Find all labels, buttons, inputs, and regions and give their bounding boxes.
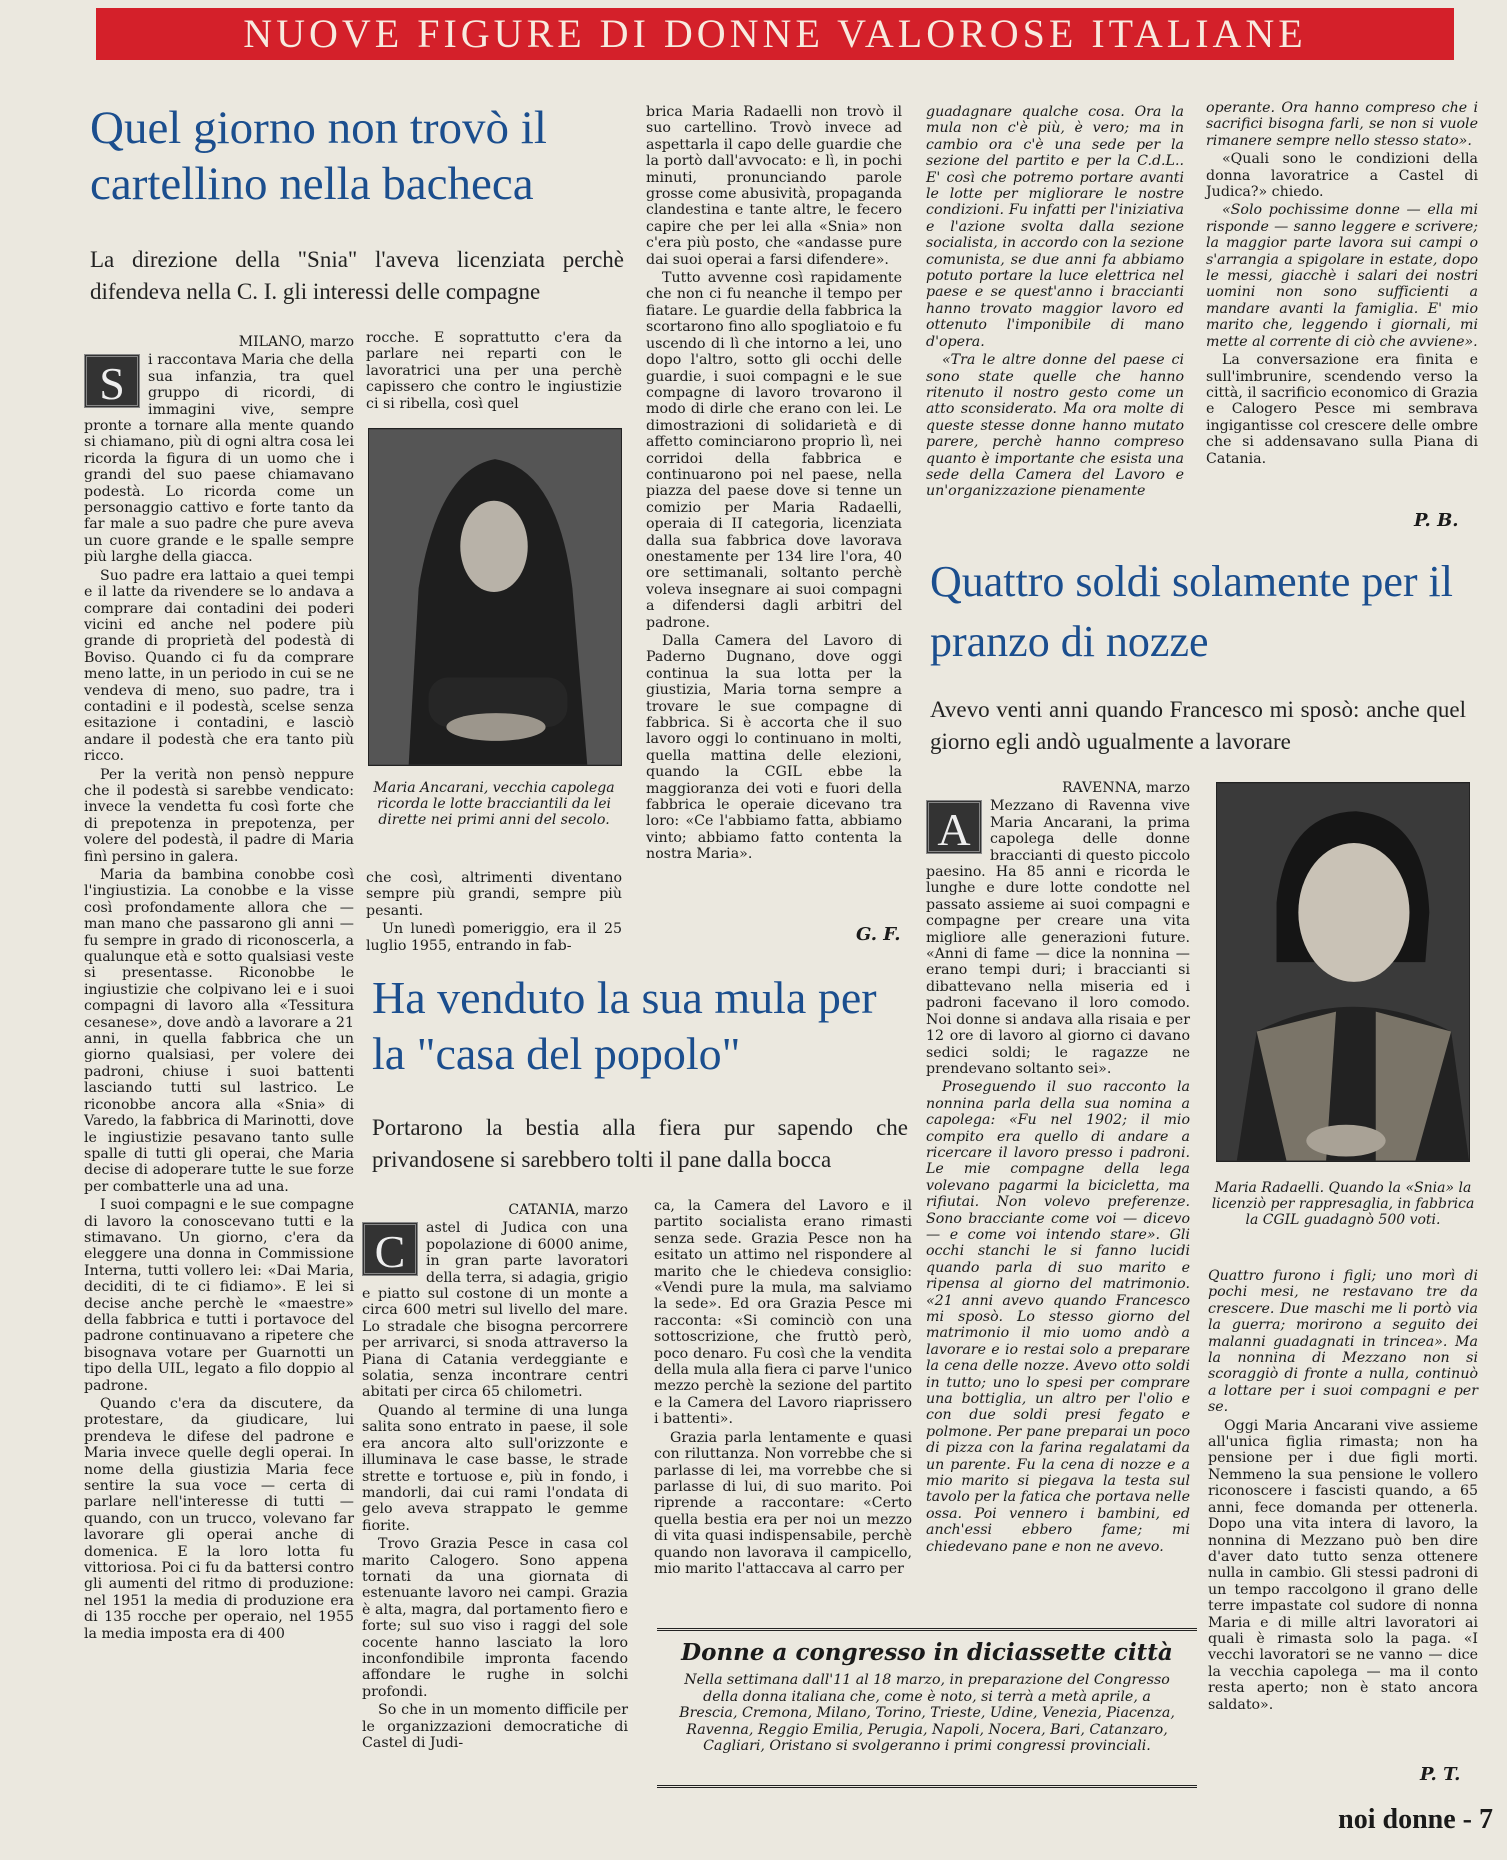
- article1-paragraph: Suo padre era lattaio a quei tempi e il latte da rivendere se lo andava a comprare dai contadini dei poderi vicini ed anche nel podere più grande di proprietà del podestà di Boviso. Quando ci fu da comprare meno latte, in un periodo in cui se ne vendeva di meno, suo padre, tra i contadini e il podestà, scelse senza esitazione i contadini, e lasciò andare il podestà che era tanto più ricco.: [84, 567, 354, 765]
- article3-headline: [930, 552, 1470, 672]
- article1-column-1: [84, 334, 354, 1644]
- article3-signature: P. T.: [1420, 1764, 1461, 1785]
- congress-box-text: Nella settimana dall'11 al 18 marzo, in preparazione del Congresso della donna italiana che, come è noto, si terrà a metà aprile, a Brescia, Cremona, Milano, Torino, Trieste, Udine, Venezia, Piacenza, Ravenna, Reggio Emilia, Perugia, Napoli, Nocera, Bari, Catanzaro, Cagliari, Oristano si svolgeranno i primi congressi provinciali.: [679, 1672, 1175, 1754]
- page-footer: noi donne - 7: [1338, 1804, 1493, 1835]
- photo-maria-radaelli: [1216, 782, 1470, 1162]
- article2-paragraph: «Quali sono le condizioni della donna lavoratrice a Castel di Judica?» chiedo.: [1206, 151, 1478, 201]
- article1-column-2a: [366, 330, 622, 414]
- article3-column-2: [1208, 1268, 1478, 1715]
- congress-box: [657, 1628, 1197, 1788]
- article2-column-1: [362, 1202, 628, 1753]
- article1-paragraph: Per la verità non pensò neppure che il podestà si sarebbe vendicato: invece la vendetta fu così forte che di prepotenza in prepotenza, per volere del podestà, il padre di Maria finì persino in galera.: [84, 766, 354, 865]
- article3-dropcap: A: [926, 800, 982, 854]
- article1-subhead: La direzione della "Snia" l'aveva licenziata perchè difendeva nella C. I. gli interessi delle compagne: [90, 247, 624, 304]
- article1-paragraph: che così, altrimenti diventano sempre più grandi, sempre più pesanti.: [366, 870, 622, 919]
- article1-headline: [90, 100, 630, 212]
- article3-column-1: [926, 780, 1190, 1557]
- article2-column-2: [654, 1198, 912, 1579]
- article2-headline-text: Ha venduto la sua mula per la "casa del popolo": [372, 972, 877, 1079]
- article2-headline: [372, 970, 912, 1082]
- article2-dateline: CATANIA, marzo: [508, 1202, 628, 1218]
- article3-subhead: Avevo venti anni quando Francesco mi sposò: anche quel giorno egli andò ugualmente a lavorare: [930, 697, 1466, 754]
- article2-paragraph: Quando al termine di una lunga salita sono entrato in paese, il sole era ancora alto sull'orizzonte e illuminava le case basse, le strade strette e tortuose e, più in fondo, i mandorli, dai cui rami l'ondata di gelo aveva strappato le gemme fiorite.: [362, 1402, 628, 1534]
- article1-paragraph: Quando c'era da discutere, da protestare, da giudicare, lui prendeva le difese del padrone e Maria invece quelle degli operai. In nome della giustizia Maria fece sentire la sua voce — certa di parlare nell'interesse di tutti — quando, con un trucco, volevano far lavorare gli operai anche di domenica. E la loro lotta fu vittoriosa. Poi ci fu da battersi contro gli aumenti del ritmo di produzione: nel 1951 la media di produzione era di 135 rocche per operaio, nel 1955 la media imposta era di 400: [84, 1396, 354, 1642]
- article2-paragraph: Trovo Grazia Pesce in casa col marito Calogero. Sono appena tornati da una giornata di estenuante lavoro nei campi. Grazia è alta, magra, dal portamento fiero e forte; sul suo viso i raggi del sole cocente hanno lasciato la loro inconfondibile impronta facendo affondare le rughe in solchi profondi.: [362, 1536, 628, 1700]
- article1-paragraph: i raccontava Maria che della sua infanzia, tra quel gruppo di ricordi, di immagini vive, sempre pronte a tornare alla mente quando si chiamano, più di ogni altra cosa lei ricorda la figura di un uomo che i grandi del suo paese chiamavano podestà. Lo ricorda come un personaggio cattivo e forte tanto da far male a suo padre che pure aveva un cuore grande e le spalle sempre più larghe della giacca.: [84, 352, 354, 566]
- article2-dropcap: C: [362, 1222, 418, 1276]
- article3-paragraph: Oggi Maria Ancarani vive assieme all'unica figlia rimasta; non ha pensione per i due figli morti. Nemmeno la sua pensione le vollero riconoscere i fascisti quando, a 65 anni, fece domanda per ottenerla. Dopo una vita intera di lavoro, la nonnina di Mezzano può ben dire d'aver dato tutto senza ottenere nulla in cambio. Gli stessi padroni di un tempo raccolgono il grano delle terre impastate col sudore di nonna Maria e di mille altri lavoratori ai quali è rimasta solo la paga. «I vecchi lavoratori se ne vanno — dice la vecchia capolega — ma il conto resta aperto; non è stato ancora saldato».: [1208, 1417, 1478, 1713]
- article2-paragraph: operante. Ora hanno compreso che i sacrifici bisogna farli, se non si vuole rimanere sempre nello stesso stato».: [1206, 100, 1478, 149]
- article3-photo-caption: Maria Radaelli. Quando la «Snia» la licenziò per rappresaglia, in fabbrica la CGIL guadagnò 500 voti.: [1211, 1180, 1475, 1228]
- article3-headline-text: Quattro soldi solamente per il pranzo di nozze: [930, 557, 1453, 666]
- article1-signature: G. F.: [856, 924, 901, 945]
- article2-paragraph: guadagnare qualche cosa. Ora la mula non c'è più, è vero; ma in cambio ora c'è una sede per la sezione del partito e per la C.d.L.. E' così che potremo portare avanti le lotte per migliorare le nostre condizioni. Fu infatti per l'iniziativa e l'azione svolta dalla sezione socialista, in accordo con la sezione comunista, se due anni fa abbiamo potuto portare la luce elettrica nel paese e se quest'anno i braccianti hanno trovato maggior lavoro ed ottenuto l'imponibile di mano d'opera.: [926, 104, 1184, 350]
- article2-paragraph: La conversazione era finita e sull'imbrunire, scendendo verso la città, il sacrificio economico di Grazia e Calogero Pesce mi sembrava ingigantisse col crescere delle ombre che si addensavano sulla Piana di Catania.: [1206, 352, 1478, 467]
- article3-paragraph: Mezzano di Ravenna vive Maria Ancarani, la prima capolega delle donne braccianti di questo piccolo paesino. Ha 85 anni e ricorda le lunghe e dure lotte condotte nel passato assieme ai suoi compagni e compagne per creare una vita migliore alle generazioni future. «Anni di fame — dice la nonnina — erano tempi duri; i braccianti si dibattevano nella miseria ed i padroni facevano il loro comodo. Noi donne si andava alla risaia e per 12 ore di lavoro al giorno ci davano sedici soldi; le ragazze ne prendevano soltanto sei».: [926, 798, 1190, 1077]
- article1-dropcap: S: [84, 354, 140, 408]
- photo-maria-ancarani: [368, 428, 622, 766]
- article2-column-4: [1206, 100, 1478, 469]
- article3-dateline: RAVENNA, marzo: [1062, 780, 1190, 796]
- article1-paragraph: Maria da bambina conobbe così l'ingiustizia. La conobbe e la visse così profondamente allora che — man mano che passarono gli anni — fu sempre in grado di riconoscerla, a qualunque età e sotto qualsiasi veste si presentasse. Riconobbe le ingiustizie che colpivano lei e i suoi compagni di lavoro alla «Tessitura cesanese», dove andò a lavorare a 21 anni, in quella fabbrica che un giorno qualsiasi, per volere dei padroni, chiuse i suoi battenti lasciando tutti sul lastrico. Le riconobbe ancora alla «Snia» di Varedo, la fabbrica di Marinotti, dove le ingiustizie pesavano tanto sulle spalle di tutti gli operai, che Maria decise di adoperare tutte le sue forze per combatterle una ad una.: [84, 867, 354, 1195]
- article1-column-3: [646, 104, 902, 865]
- article2-signature: P. B.: [1414, 510, 1459, 531]
- article1-paragraph: Un lunedì pomeriggio, era il 25 luglio 1955, entrando in fab-: [366, 921, 622, 954]
- article2-paragraph: So che in un momento difficile per le organizzazioni democratiche di Castel di Judi-: [362, 1702, 628, 1751]
- article1-column-2b: [366, 870, 622, 956]
- article1-paragraph: Dalla Camera del Lavoro di Paderno Dugnano, dove oggi continua la sua lotta per la giustizia, Maria torna sempre a trovare le sue compagne di fabbrica. Si è accorta che il suo lavoro oggi lo continuano in molti, quella mattina delle elezioni, quando la CGIL ebbe la maggioranza dei voti e fuori della fabbrica le operaie dicevano tra loro: «Ce l'abbiamo fatta, abbiamo vinto; abbiamo fatto contenta la nostra Maria».: [646, 633, 902, 863]
- article1-dateline: MILANO, marzo: [238, 334, 354, 350]
- congress-box-title: Donne a congresso in diciassette città: [681, 1639, 1173, 1666]
- article3-paragraph: Quattro furono i figli; uno morì di pochi mesi, ne restavano tre da crescere. Due maschi me li portò via la guerra; morirono a seguito dei malanni guadagnati in trincea». Ma la nonnina di Mezzano non si scoraggiò di fronte a nulla, continuò a lottare per i suoi compagni e per se.: [1208, 1268, 1478, 1416]
- article1-paragraph: brica Maria Radaelli non trovò il suo cartellino. Trovò invece ad aspettarla il capo delle guardie che la portò dall'avvocato: e lì, in pochi minuti, pronunciando parole grosse come abusività, propaganda clandestina e tante altre, le fecero capire che per lei alla «Snia» non c'era più posto, che «andasse pure dai suoi operai a farsi difendere».: [646, 104, 902, 268]
- article2-subhead: Portarono la bestia alla fiera pur sapendo che privandosene si sarebbero tolti il pane dalla bocca: [372, 1115, 908, 1172]
- article2-paragraph: «Solo pochissime donne — ella mi risponde — sanno leggere e scrivere; la maggior parte lavora sui campi o s'arrangia a spigolare in estate, dopo le messi, giacchè i salari dei nostri uomini non sono sufficienti a mandare avanti la famiglia. E' mio marito che, leggendo i giornali, mi mette al corrente di ciò che avviene».: [1206, 202, 1478, 350]
- article3-paragraph: Proseguendo il suo racconto la nonnina parla della sua nomina a capolega: «Fu nel 1902; il mio compito era quello di andare a ricercare il lavoro presso i padroni. Le mie compagne della lega volevano pagarmi la bicicletta, ma rifiutai. Non volevo preferenze. Sono bracciante come voi — dicevo — e come voi intendo stare». Gli occhi stanchi le si fanno lucidi quando parla di suo marito e ripensa al giorno del matrimonio. «21 anni avevo quando Francesco mi sposò. Lo stesso giorno del matrimonio il mio uomo andò a lavorare e io restai solo a preparare la cena delle nozze. Avevo otto soldi in tutto; uno lo spesi per comprare una bottiglia, un altro per l'olio e con due soldi presi fegato e polmone. Per pane preparai un poco di pizza con la farina regalatami da un parente. Fu la cena di nozze e a mio marito si piegava la testa sul tavolo per la fatica che portava nelle ossa. Poi vennero i bambini, ed anch'essi ebbero fame; mi chiedevano pane e non ne avevo.: [926, 1079, 1190, 1555]
- article1-paragraph: I suoi compagni e le sue compagne di lavoro la conoscevano tutti e la stimavano. Un giorno, c'era da eleggere una donna in Commissione Interna, tutti vollero lei: «Dai Maria, deciditi, di te ci fidiamo». E lei si decise anche perchè le «maestre» della fabbrica e tutti i portavoce del padrone continuavano a ripetere che bisognava votare per Guarnotti un tipo della UIL, legato a filo doppio al padrone.: [84, 1197, 354, 1394]
- article1-photo-caption: Maria Ancarani, vecchia capolega ricorda le lotte bracciantili da lei dirette nei primi anni del secolo.: [373, 780, 615, 828]
- article2-paragraph: Grazia parla lentamente e quasi con riluttanza. Non vorrebbe che si parlasse di lei, ma vorrebbe che si parlasse di lui, di suo marito. Poi riprende a raccontare: «Certo quella bestia era per noi un mezzo di vita quasi indispensabile, perchè quando non lavorava il campicello, mio marito l'attaccava al carro per: [654, 1429, 912, 1577]
- article2-column-3: [926, 104, 1184, 502]
- article1-paragraph: Tutto avvenne così rapidamente che non ci fu neanche il tempo per fiatare. Le guardie della fabbrica la scortarono fino allo spogliatoio e fu uscendo di lì che intorno a lei, uno dopo l'altro, sotto gli occhi delle guardie, i suoi compagni e le sue compagne di lavoro trovarono il modo di dirle che erano con lei. Le dimostrazioni di solidarietà e di affetto cominciarono proprio lì, nei corridoi della fabbrica e continuarono poi nel paese, nella piazza del paese dove si tenne un comizio per Maria Radaelli, operaia di II categoria, licenziata dalla sua fabbrica dove lavorava onestamente per 134 lire l'ora, 40 ore settimanali, soltanto perchè voleva insegnare ai suoi compagni a difendersi dagli arbitri del padrone.: [646, 270, 902, 631]
- section-banner: NUOVE FIGURE DI DONNE VALOROSE ITALIANE: [96, 8, 1454, 60]
- portrait-smiling-woman-image: [1217, 783, 1469, 1161]
- article2-paragraph: «Tra le altre donne del paese ci sono state quelle che hanno ritenuto il nostro gesto come un atto sconsiderato. Ma ora molte di queste stesse donne hanno mutato parere, perchè hanno compreso quanto è importante che esista una sede della Camera del Lavoro e un'organizzazione pienamente: [926, 352, 1184, 500]
- article2-paragraph: ca, la Camera del Lavoro e il partito socialista erano rimasti senza sede. Grazia Pesce non ha esitato un attimo nel rispondere al marito che le chiedeva consiglio: «Vendi pure la mula, ma salviamo la sede». Ed ora Grazia Pesce mi racconta: «Si cominciò con una sottoscrizione, che fruttò però, poco denaro. Fu così che la vendita della mula alla fiera ci parve l'unico mezzo perchè la sezione del partito e la Camera del Lavoro riaprissero i battenti».: [654, 1198, 912, 1428]
- portrait-elderly-woman-image: [369, 429, 621, 765]
- article1-headline-text: Quel giorno non trovò il cartellino nella bacheca: [90, 102, 547, 210]
- article2-paragraph: astel di Judica con una popolazione di 6000 anime, in gran parte lavoratori della terra, si adagia, grigio e piatto sul costone di un monte a circa 600 metri sul livello del mare. Lo stradale che bisogna percorrere per arrivarci, si snoda attraverso la Piana di Catania verdeggiante e solatia, senza incontrare centri abitati per circa 65 chilometri.: [362, 1220, 628, 1401]
- article1-paragraph: rocche. E soprattutto c'era da parlare nei reparti con le lavoratrici una per una perchè capissero che contro le ingiustizie ci si ribella, così quel: [366, 330, 622, 412]
